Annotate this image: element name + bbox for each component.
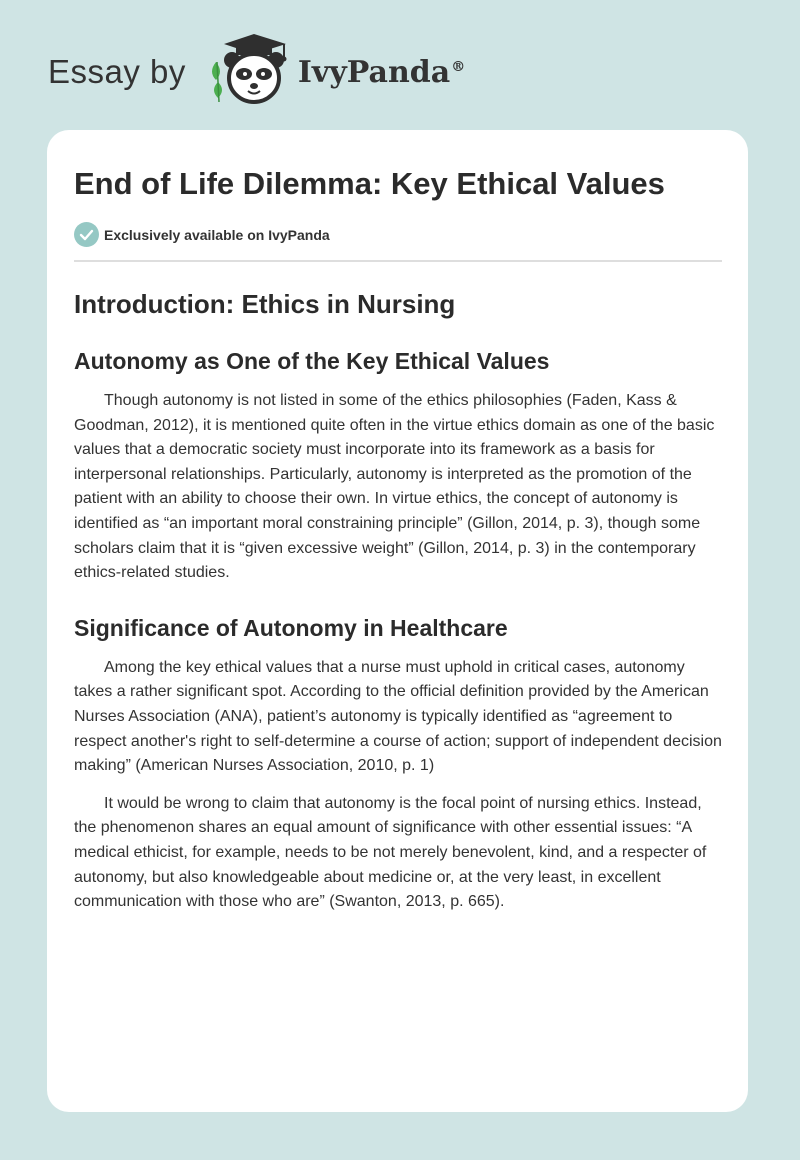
brand-name: IvyPanda® [297,54,466,90]
paragraph: Though autonomy is not listed in some of the ethics philosophies (Faden, Kass & Goodman, 2012), it is mentioned quite often in the virtue ethics domain as one of the basic values that a democratic society must incorporate into its framework as a basis for interpersonal relationships. Particularly, autonomy is interpreted as the promotion of the patient with an ability to choose their own. In virtue ethics, the concept of autonomy is identified as “an important moral constraining principle” (Gillon, 2014, p. 3), though some scholars claim that it is “given excessive weight” (Gillon, 2014, p. 3) in the contemporary ethics-related studies. [74,392,715,582]
essay-card [47,130,748,1112]
exclusive-badge [74,222,722,247]
title-divider [74,260,722,262]
section-heading-significance: Significance of Autonomy in Healthcare [74,614,508,641]
section-heading-autonomy: Autonomy as One of the Key Ethical Values [74,348,550,374]
registered-mark: ® [451,58,466,75]
ivypanda-logo-icon[interactable] [204,32,294,112]
brand-header [48,32,465,112]
brand-prefix: Essay by [48,53,186,90]
exclusive-badge-label: Exclusively available on IvyPanda [104,226,330,243]
section-heading-introduction: Introduction: Ethics in Nursing [74,289,456,319]
page-title: End of Life Dilemma: Key Ethical Values [74,166,665,201]
paragraph: It would be wrong to claim that autonomy is the focal point of nursing ethics. Instead, the phenomenon shares an equal amount of significance with other essential issues: “A medical ethicist, for example, needs to be not merely benevolent, kind, and a respecter of autonomy, but also knowledgeable about medicine or, at the very least, in excellent communication with those who are” (Swanton, 2013, p. 665). [74,794,707,911]
check-circle-icon [74,222,99,247]
paragraph: Among the key ethical values that a nurse must uphold in critical cases, autonomy takes a rather significant spot. According to the official definition provided by the American Nurses Association (ANA), patient’s autonomy is typically identified as “agreement to respect another's right to self-determine a course of action; support of independent decision making” (American Nurses Association, 2010, p. 1) [74,658,722,775]
